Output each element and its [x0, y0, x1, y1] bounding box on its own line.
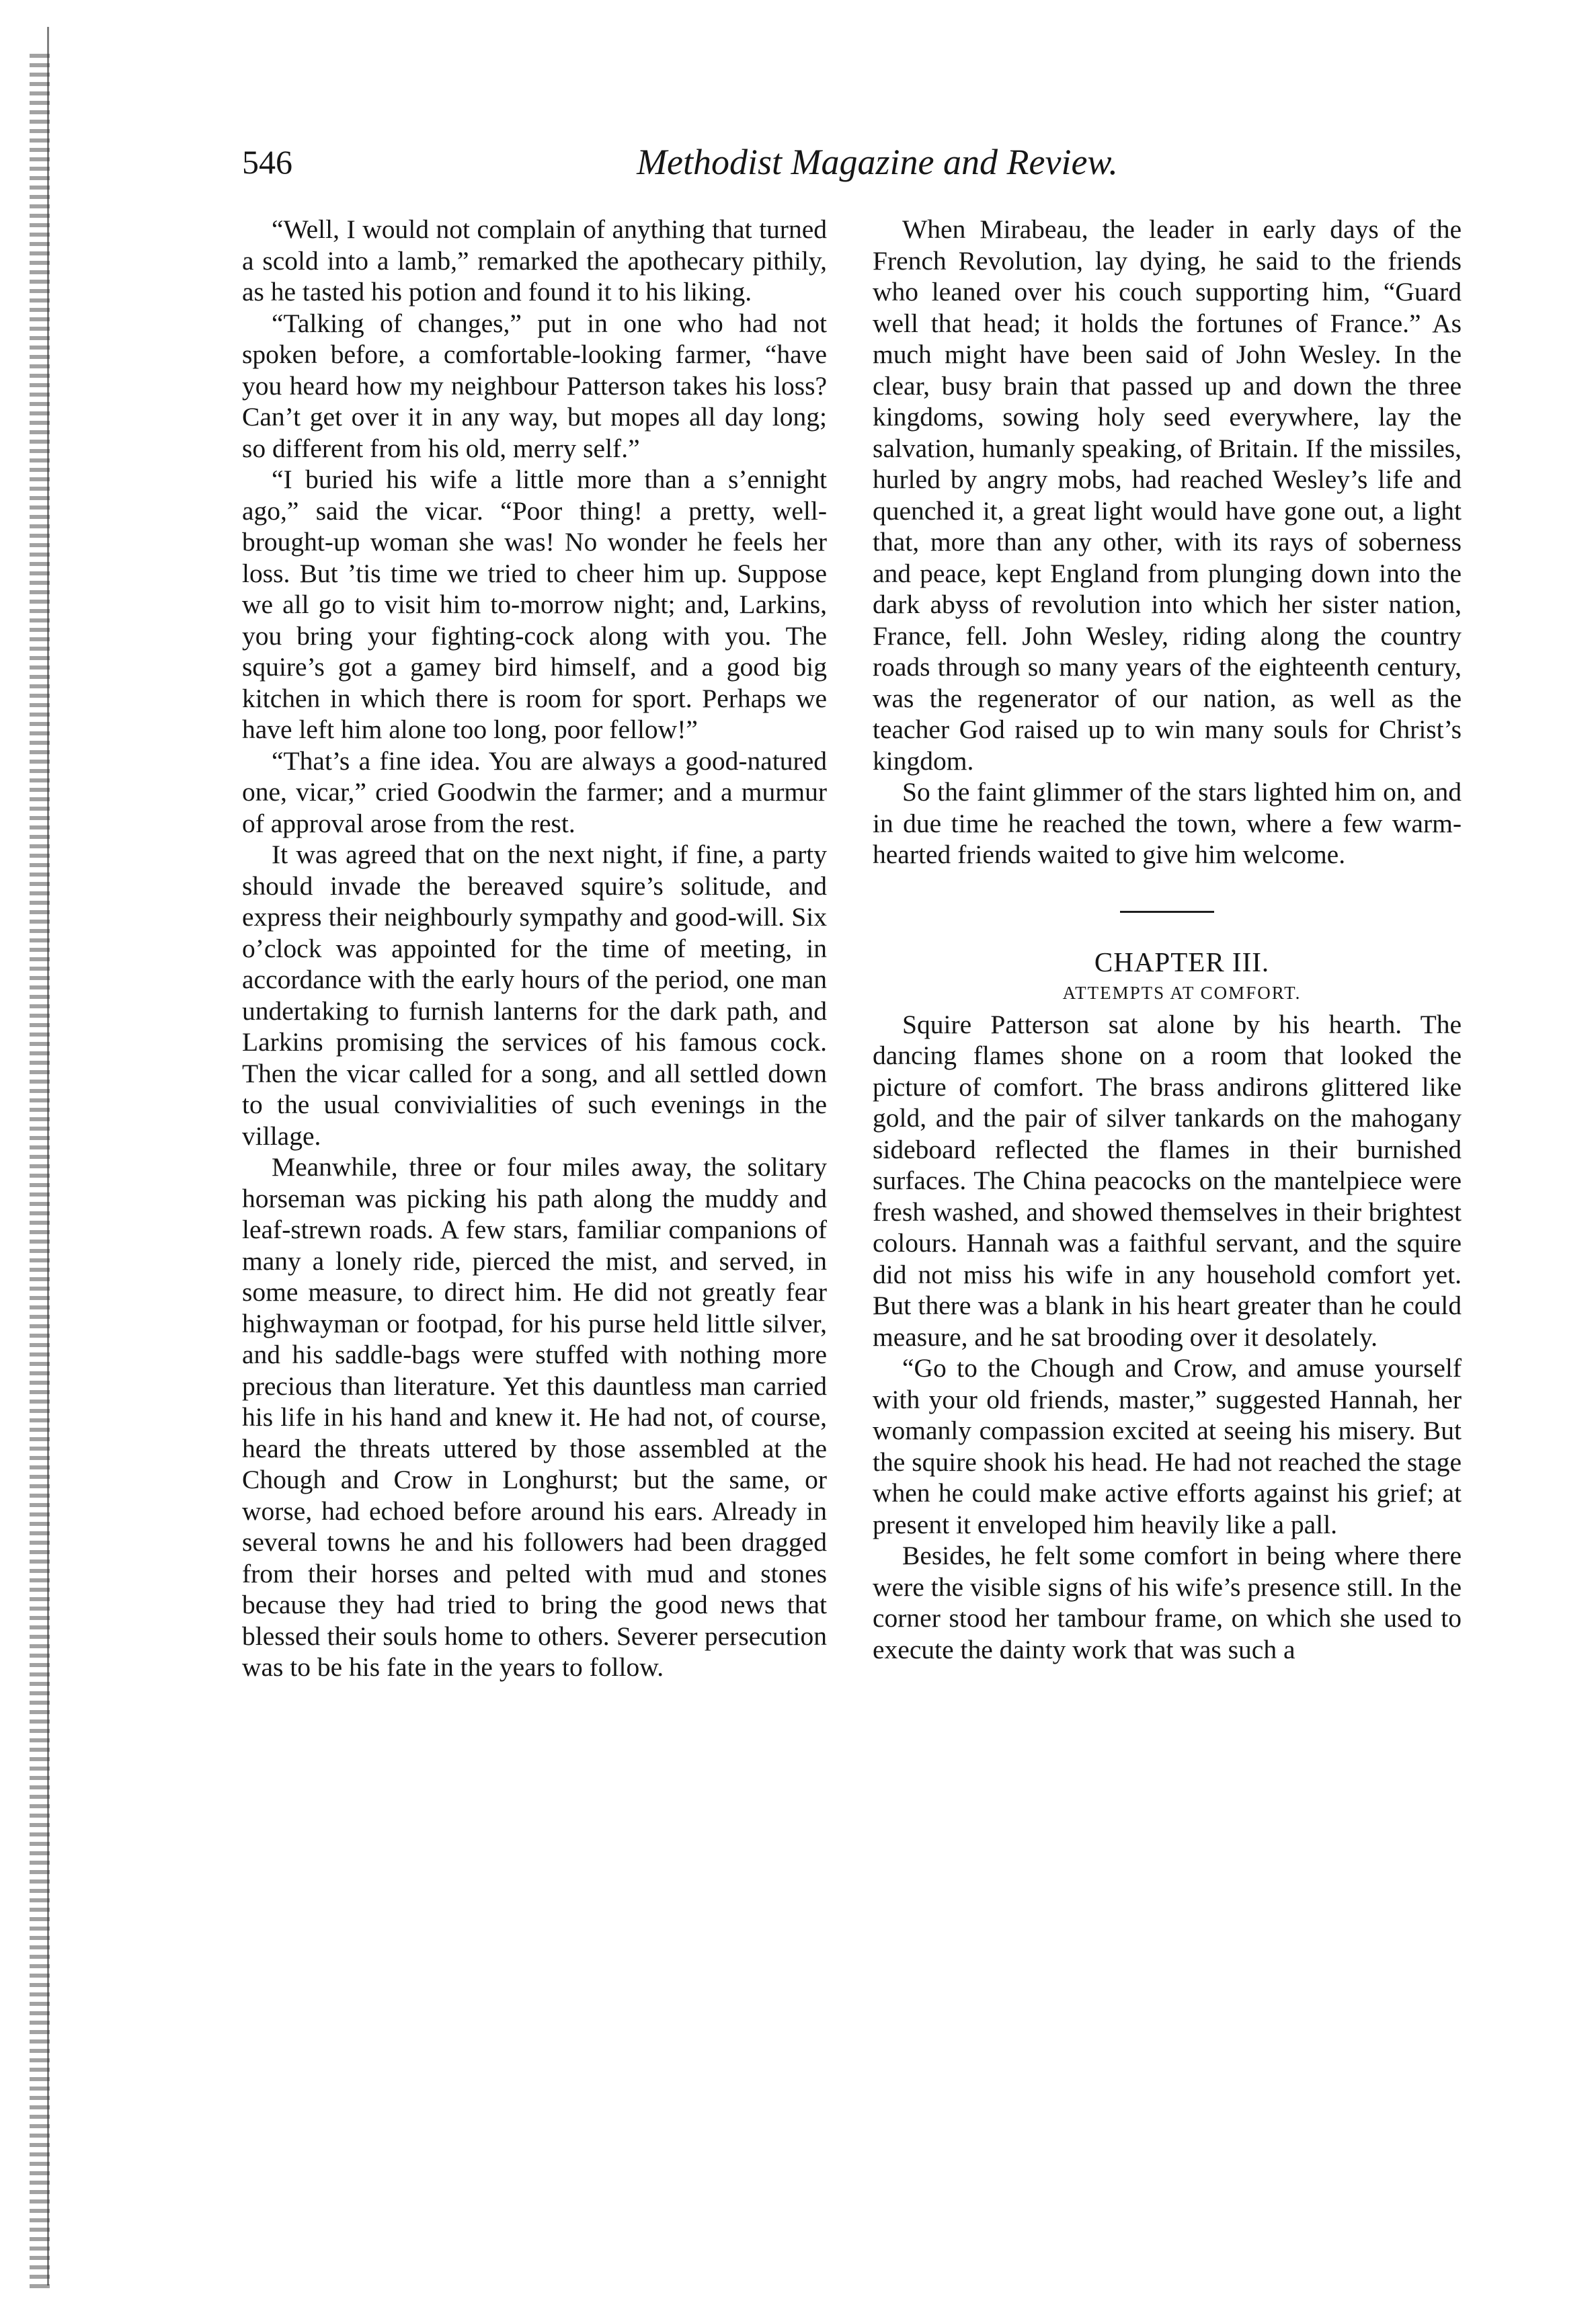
chapter-title: CHAPTER III. — [1094, 946, 1270, 977]
paragraph: Meanwhile, three or four miles away, the solitary horseman was picking his path along the muddy and leaf-strewn roads. A few stars, familiar companions of many a lonely ride, pierced the mist, and served, in some measure, to direct him. He did not greatly fear highwayman or footpad, for his purse held little silver, and his saddle-bags were stuffed with nothing more precious than literature. Yet this dauntless man carried his life in his hand and knew it. He had not, of course, heard the threats uttered by those assembled at the Chough and Crow in Longhurst; but the same, or worse, had echoed before around his ears. Already in several towns he and his followers had been dragged from their horses and pelted with mud and stones because they had tried to bring the good news that blessed their souls home to others. Severer persecution was to be his fate in the years to follow. — [242, 1152, 827, 1682]
chapter-subtitle: ATTEMPTS AT COMFORT. — [1062, 983, 1302, 1003]
paragraph: “Go to the Chough and Crow, and amuse yourself with your old friends, master,” suggested Hannah, her womanly compassion excited at seeing his misery. But the squire shook his head. He had not reached the stage when he could make active efforts against his grief; at present it enveloped him heavily like a pall. — [873, 1353, 1462, 1539]
paragraph: So the faint glimmer of the stars lighted him on, and in due time he reached the town, where a few warm-hearted friends waited to give him welcome. — [873, 777, 1462, 869]
paragraph: When Mirabeau, the leader in early days of the French Revolution, lay dying, he said to the friends who leaned over his couch supporting him, “Guard well that head; it holds the fortunes of France.” As much might have been said of John Wesley. In the clear, busy brain that passed up and down the three kingdoms, sowing holy seed everywhere, lay the salvation, humanly speaking, of Britain. If the missiles, hurled by angry mobs, had reached Wesley’s life and quenched it, a great light would have gone out, a light that, more than any other, with its rays of soberness and peace, kept England from plunging down into the dark abyss of revolution into which her sister nation, France, fell. John Wesley, riding along the country roads through so many years of the eighteenth century, was the regenerator of our nation, as well as the teacher God raised up to win many souls for Christ’s kingdom. — [873, 214, 1462, 776]
page-number: 546 — [242, 143, 292, 181]
running-title: Methodist Magazine and Review. — [637, 142, 1118, 182]
binding-edge-line — [47, 27, 49, 2285]
paragraph: “Talking of changes,” put in one who had not spoken before, a comfortable-looking farmer, “have you heard how my neighbour Patterson takes his loss? Can’t get over it in any way, but mopes all day long; so different from his old, merry self.” — [242, 308, 827, 463]
page-header — [242, 132, 1472, 192]
paragraph: Squire Patterson sat alone by his hearth. The dancing flames shone on a room that looked the picture of comfort. The brass andirons glittered like gold, and the pair of silver tankards on the mahogany sideboard reflected the flames in their burnished surfaces. The China peacocks on the mantelpiece were fresh washed, and showed themselves in their brightest colours. Hannah was a faithful servant, and the squire did not miss his wife in any household comfort yet. But there was a blank in his heart greater than he could measure, and he sat brooding over it desolately. — [873, 1009, 1462, 1352]
left-column — [242, 214, 827, 1683]
paragraph: It was agreed that on the next night, if fine, a party should invade the bereaved squire’s solitude, and express their neighbourly sympathy and good-will. Six o’clock was appointed for the time of meeting, in accordance with the early hours of the period, one man undertaking to furnish lanterns for the dark path, and Larkins promising the services of his famous cock. Then the vicar called for a song, and all settled down to the usual convivialities of such evenings in the village. — [242, 840, 827, 1151]
paragraph: “Well, I would not complain of anything that turned a scold into a lamb,” remarked the apothecary pithily, as he tasted his potion and found it to his liking. — [242, 214, 827, 307]
paragraph: Besides, he felt some comfort in being where there were the visible signs of his wife’s presence still. In the corner stood her tambour frame, on which she used to execute the dainty work that was such a — [873, 1541, 1462, 1664]
right-column — [873, 214, 1462, 1665]
paragraph: “That’s a fine idea. You are always a good-natured one, vicar,” cried Goodwin the farmer; and a murmur of approval arose from the rest. — [242, 745, 827, 838]
section-divider — [1120, 911, 1214, 913]
paragraph: “I buried his wife a little more than a s’ennight ago,” said the vicar. “Poor thing! a pretty, well-brought-up woman she was! No wonder he feels her loss. But ’tis time we tried to cheer him up. Suppose we all go to visit him to-morrow night; and, Larkins, you bring your fighting-cock along with you. The squire’s got a gamey bird himself, and a good big kitchen in which there is room for sport. Perhaps we have left him alone too long, poor fellow!” — [242, 464, 827, 744]
